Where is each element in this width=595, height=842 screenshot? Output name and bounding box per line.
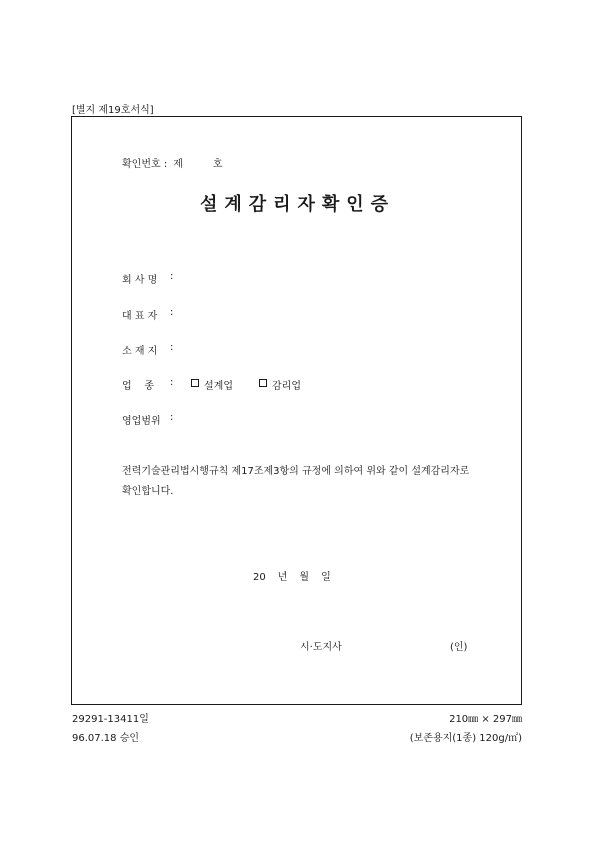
company-name-label: 회 사 명 xyxy=(122,275,158,286)
design-business-checkbox[interactable] xyxy=(191,379,199,387)
address-label: 소 재 지 xyxy=(122,346,158,357)
form-code: 29291-13411일 xyxy=(72,714,149,725)
date-year: 20 xyxy=(253,572,266,583)
issuer: 시·도지사 xyxy=(300,642,342,653)
confirmation-number-label: 확인번호 : xyxy=(122,159,168,170)
approval-date: 96.07.18 승인 xyxy=(72,733,140,744)
confirmation-number xyxy=(122,155,223,170)
date-month-unit: 월 xyxy=(299,572,310,583)
paper-spec: (보존용지(1종) 120g/㎡) xyxy=(409,733,522,744)
company-name-colon: : xyxy=(170,271,174,282)
confirmation-number-suffix: 호 xyxy=(212,159,223,170)
supervision-business-checkbox[interactable] xyxy=(259,379,267,387)
business-type-label: 업 종 xyxy=(122,381,155,392)
form-number-label: [별지 제19호서식] xyxy=(72,105,154,116)
business-scope-colon: : xyxy=(170,412,174,423)
representative-label: 대 표 자 xyxy=(122,311,158,322)
confirmation-number-prefix: 제 xyxy=(173,159,183,170)
business-type-colon: : xyxy=(170,377,174,388)
issue-date xyxy=(253,568,331,583)
address-colon: : xyxy=(170,342,174,353)
seal-mark: (인) xyxy=(450,642,468,653)
supervision-business-label: 감리업 xyxy=(272,381,301,392)
design-business-label: 설계업 xyxy=(204,381,233,392)
document-title: 설계감리자확인증 xyxy=(199,194,396,215)
paper-size: 210㎜ × 297㎜ xyxy=(449,714,522,725)
business-scope-label: 영업범위 xyxy=(122,416,161,427)
confirmation-statement: 전력기술관리법시행규칙 제17조제3항의 규정에 의하여 위와 같이 설계감리자로 확인합니다. xyxy=(122,466,470,497)
date-day-unit: 일 xyxy=(321,572,331,583)
date-year-unit: 년 xyxy=(277,572,288,583)
representative-colon: : xyxy=(170,307,174,318)
